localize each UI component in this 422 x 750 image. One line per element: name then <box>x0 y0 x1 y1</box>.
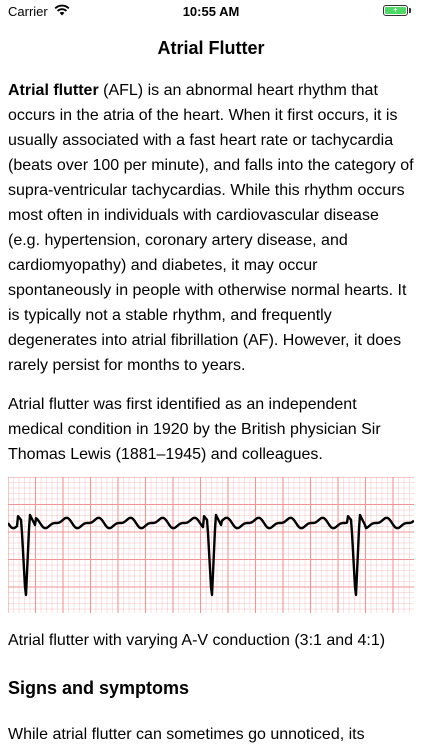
battery-cap <box>409 8 411 13</box>
image-caption: Atrial flutter with varying A-V conduction (3:1 and 4:1) <box>8 632 386 649</box>
battery-charging-indicator: + <box>385 7 406 14</box>
section-heading-signs-symptoms: Signs and symptoms <box>8 678 190 698</box>
page-title: Atrial Flutter <box>157 38 265 58</box>
battery-icon <box>383 5 408 16</box>
article-body <box>8 78 414 467</box>
status-bar <box>0 0 422 24</box>
history-paragraph: Atrial flutter was first identified as an independent medical condition in 1920 by the British physician Sir Thomas Lewis (1881–1945) and colleagues. <box>8 396 381 463</box>
symptoms-paragraph: While atrial flutter can sometimes go unnoticed, its <box>8 726 365 743</box>
intro-text: (AFL) is an abnormal heart rhythm that occurs in the atria of the heart. When it first occurs, it is usually associated with a fast heart rate or tachycardia (beats over 100 per minute), and falls into the category of supra-ventricular tachycardias. While this rhythm occurs most often in individuals with cardiovascular disease (e.g. hypertension, coronary artery disease, and cardiomyopathy) and diabetes, it may occur spontaneously in people with otherwise normal hearts. It is typically not a stable rhythm, and frequently degenerates into atrial fibrillation (AF). However, it does rarely persist for months to years. <box>8 82 414 374</box>
status-time: 10:55 AM <box>182 4 240 19</box>
intro-bold-term: Atrial flutter <box>8 82 99 99</box>
carrier-label: Carrier <box>8 4 48 19</box>
intro-paragraph <box>8 78 414 378</box>
ecg-strip-image <box>8 477 414 613</box>
